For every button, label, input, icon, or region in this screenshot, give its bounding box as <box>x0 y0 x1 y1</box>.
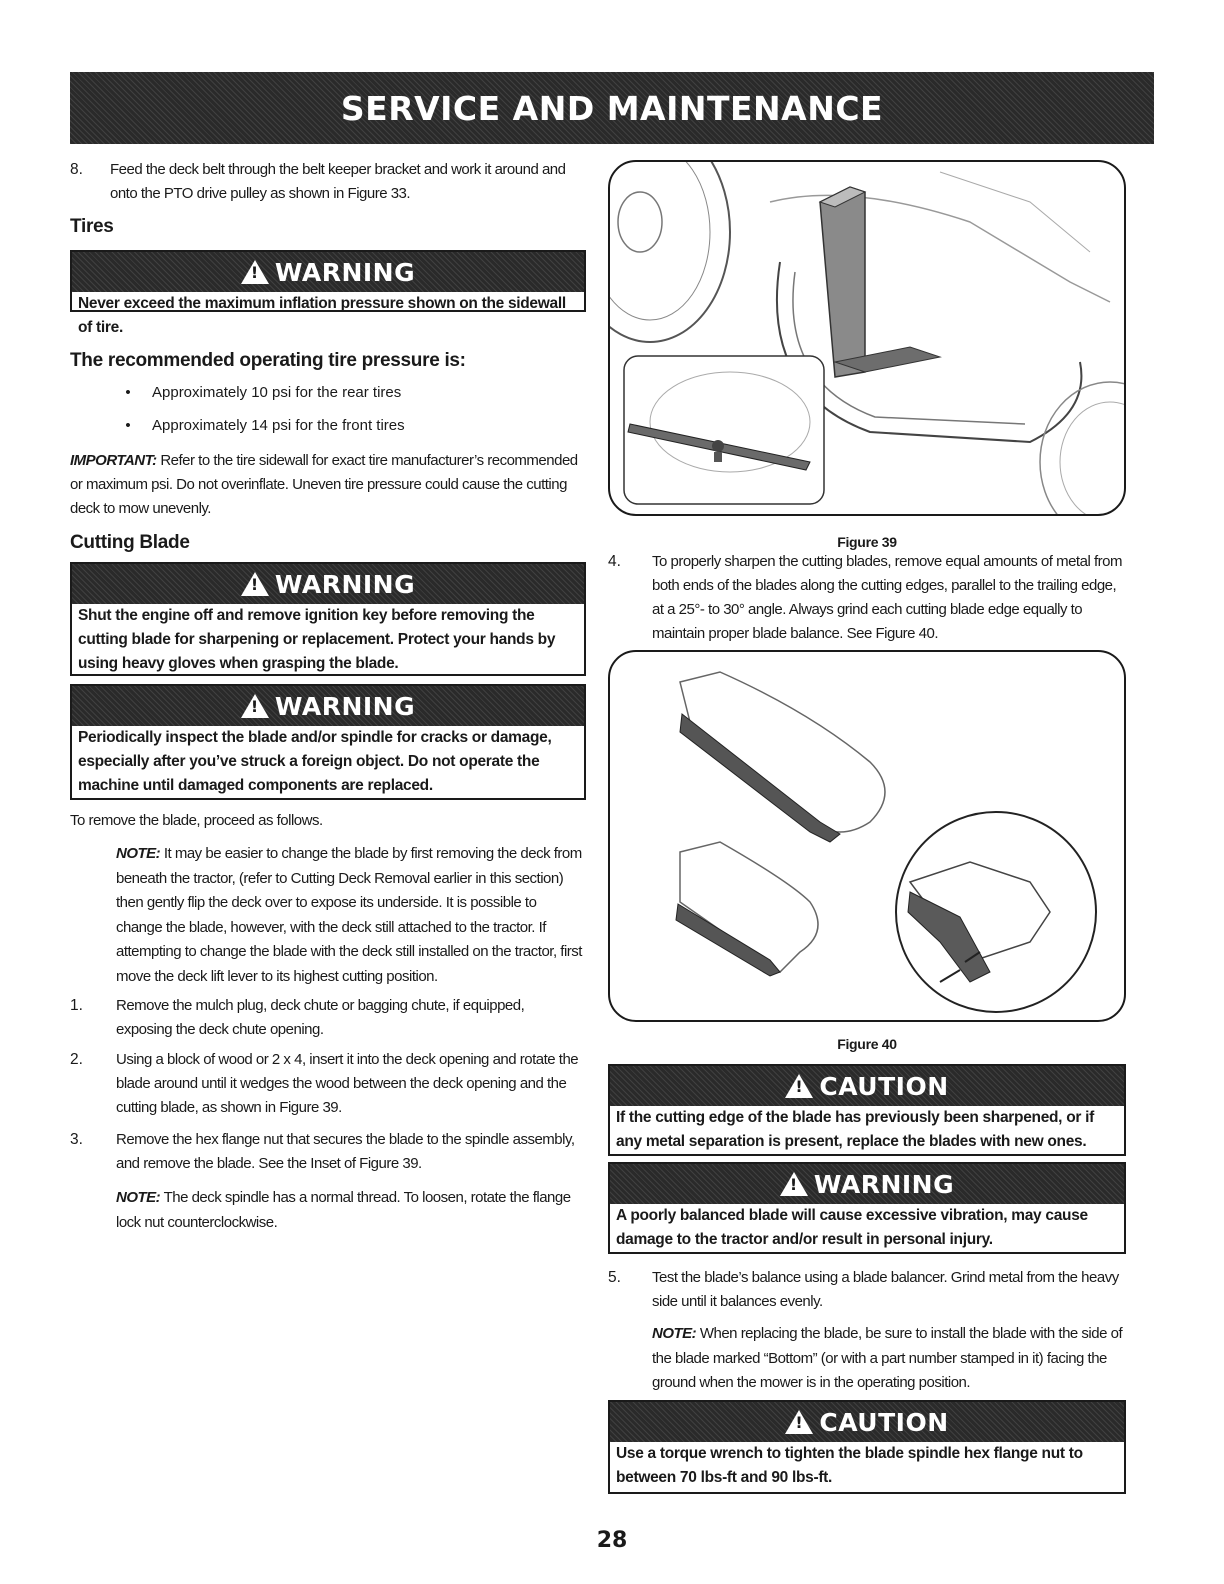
note-paragraph <box>116 842 582 989</box>
step-text: To properly sharpen the cutting blades, remove equal amounts of metal from both ends of the blades along the cutting edges, parallel to the trailing edge, at a 25°- to 30° angle. Always grind each cutting blade edge equally to maintain proper blade balance. See Figure 40. <box>652 553 1122 642</box>
caution-label: CAUTION <box>819 1407 949 1437</box>
warning-blade-inspect <box>70 684 586 800</box>
list-item <box>104 384 401 401</box>
list-item <box>104 417 405 434</box>
warning-triangle-icon <box>241 260 269 284</box>
caution-resharpen <box>608 1064 1126 1156</box>
warning-label: WARNING <box>274 569 416 599</box>
tires-heading: Tires <box>70 216 114 237</box>
important-paragraph <box>70 449 582 521</box>
warning-label: WARNING <box>274 257 416 287</box>
step-number: 8. <box>70 161 83 178</box>
warning-header <box>72 686 584 726</box>
note-label: NOTE: <box>116 1189 161 1206</box>
warning-triangle-icon <box>241 572 269 596</box>
caution-label: CAUTION <box>819 1071 949 1101</box>
note-paragraph <box>116 1186 584 1235</box>
note-paragraph <box>652 1322 1124 1396</box>
caution-header <box>610 1402 1124 1442</box>
step-number: 2. <box>70 1051 83 1068</box>
warning-triangle-icon <box>241 694 269 718</box>
caution-text: If the cutting edge of the blade has previously been sharpened, or if any metal separation is present, replace the blades with new ones. <box>616 1109 1094 1150</box>
warning-label: WARNING <box>274 691 416 721</box>
step-number: 5. <box>608 1269 621 1286</box>
caution-triangle-icon <box>785 1410 813 1434</box>
warning-label: WARNING <box>813 1169 955 1199</box>
step-4 <box>608 550 1126 646</box>
step-1 <box>70 994 582 1042</box>
warning-header <box>72 252 584 292</box>
figure-40-caption: Figure 40 <box>837 1036 897 1052</box>
pressure-heading: The recommended operating tire pressure is: <box>70 350 466 371</box>
important-label: IMPORTANT: <box>70 452 157 469</box>
step-3 <box>70 1128 582 1176</box>
step-8 <box>70 158 580 206</box>
step-text: Remove the hex flange nut that secures the blade to the spindle assembly, and remove the blade. See the Inset of Figure 39. <box>116 1131 575 1172</box>
caution-text: Use a torque wrench to tighten the blade spindle hex flange nut to between 70 lbs-ft and 90 lbs-ft. <box>616 1445 1083 1486</box>
warning-tires <box>70 250 586 336</box>
page-banner <box>70 72 1154 144</box>
warning-text: Never exceed the maximum inflation pressure shown on the sidewall of tire. <box>78 295 566 336</box>
step-number: 4. <box>608 553 621 570</box>
step-text: Using a block of wood or 2 x 4, insert it into the deck opening and rotate the blade around until it wedges the wood between the deck opening and the cutting blade, as shown in Figure 39. <box>116 1051 579 1116</box>
step-text: Feed the deck belt through the belt keeper bracket and work it around and onto the PTO drive pulley as shown in Figure 33. <box>110 161 566 202</box>
caution-torque <box>608 1400 1126 1494</box>
step-number: 3. <box>70 1131 83 1148</box>
note-text: The deck spindle has a normal thread. To loosen, rotate the flange lock nut counterclockwise. <box>116 1189 571 1231</box>
caution-triangle-icon <box>785 1074 813 1098</box>
warning-text: A poorly balanced blade will cause excessive vibration, may cause damage to the tractor and/or result in personal injury. <box>616 1207 1088 1248</box>
step-text: Remove the mulch plug, deck chute or bagging chute, if equipped, exposing the deck chute opening. <box>116 997 525 1038</box>
note-label: NOTE: <box>116 845 161 862</box>
warning-header <box>72 564 584 604</box>
step-2 <box>70 1048 582 1120</box>
bullet-text: Approximately 10 psi for the rear tires <box>152 384 402 401</box>
warning-text: Periodically inspect the blade and/or spindle for cracks or damage, especially after you’ve struck a foreign object. Do not operate the machine until damaged components are replaced. <box>78 729 552 794</box>
step-text: Test the blade’s balance using a blade balancer. Grind metal from the heavy side until it balances evenly. <box>652 1269 1119 1310</box>
figure-39 <box>608 160 1126 516</box>
bullet-icon: • <box>125 384 131 401</box>
figure-40-illustration <box>610 652 1126 1022</box>
warning-blade-removal <box>70 562 586 676</box>
figure-39-caption: Figure 39 <box>837 534 897 550</box>
caution-header <box>610 1066 1124 1106</box>
warning-text: Shut the engine off and remove ignition key before removing the cutting blade for sharpening or replacement. Protect your hands by using heavy gloves when grasping the blade. <box>78 607 556 672</box>
figure-40 <box>608 650 1126 1022</box>
note-text: It may be easier to change the blade by first removing the deck from beneath the tractor, (refer to Cutting Deck Removal earlier in this section) then gently flip the deck over to expose its underside. It is possible to change the blade, however, with the deck still attached to the tractor. If attempting to change the blade with the deck still installed on the tractor, first move the deck lift lever to its highest cutting position. <box>116 845 582 985</box>
bullet-text: Approximately 14 psi for the front tires <box>152 417 405 434</box>
warning-balance <box>608 1162 1126 1254</box>
note-label: NOTE: <box>652 1325 697 1342</box>
bullet-icon: • <box>125 417 131 434</box>
banner-title: SERVICE AND MAINTENANCE <box>340 88 884 128</box>
note-text: When replacing the blade, be sure to install the blade with the side of the blade marked “Bottom” (or with a part number stamped in it) facing the ground when the mower is in the operating position. <box>652 1325 1123 1391</box>
remove-intro: To remove the blade, proceed as follows. <box>70 812 323 829</box>
figure-39-illustration <box>610 162 1126 516</box>
step-number: 1. <box>70 997 83 1014</box>
step-5 <box>608 1266 1126 1314</box>
page-number: 28 <box>596 1528 628 1553</box>
important-text: Refer to the tire sidewall for exact tire manufacturer’s recommended or maximum psi. Do not overinflate. Uneven tire pressure could cause the cutting deck to mow unevenly. <box>70 452 578 517</box>
warning-triangle-icon <box>780 1172 808 1196</box>
cutting-blade-heading: Cutting Blade <box>70 532 190 553</box>
warning-header <box>610 1164 1124 1204</box>
